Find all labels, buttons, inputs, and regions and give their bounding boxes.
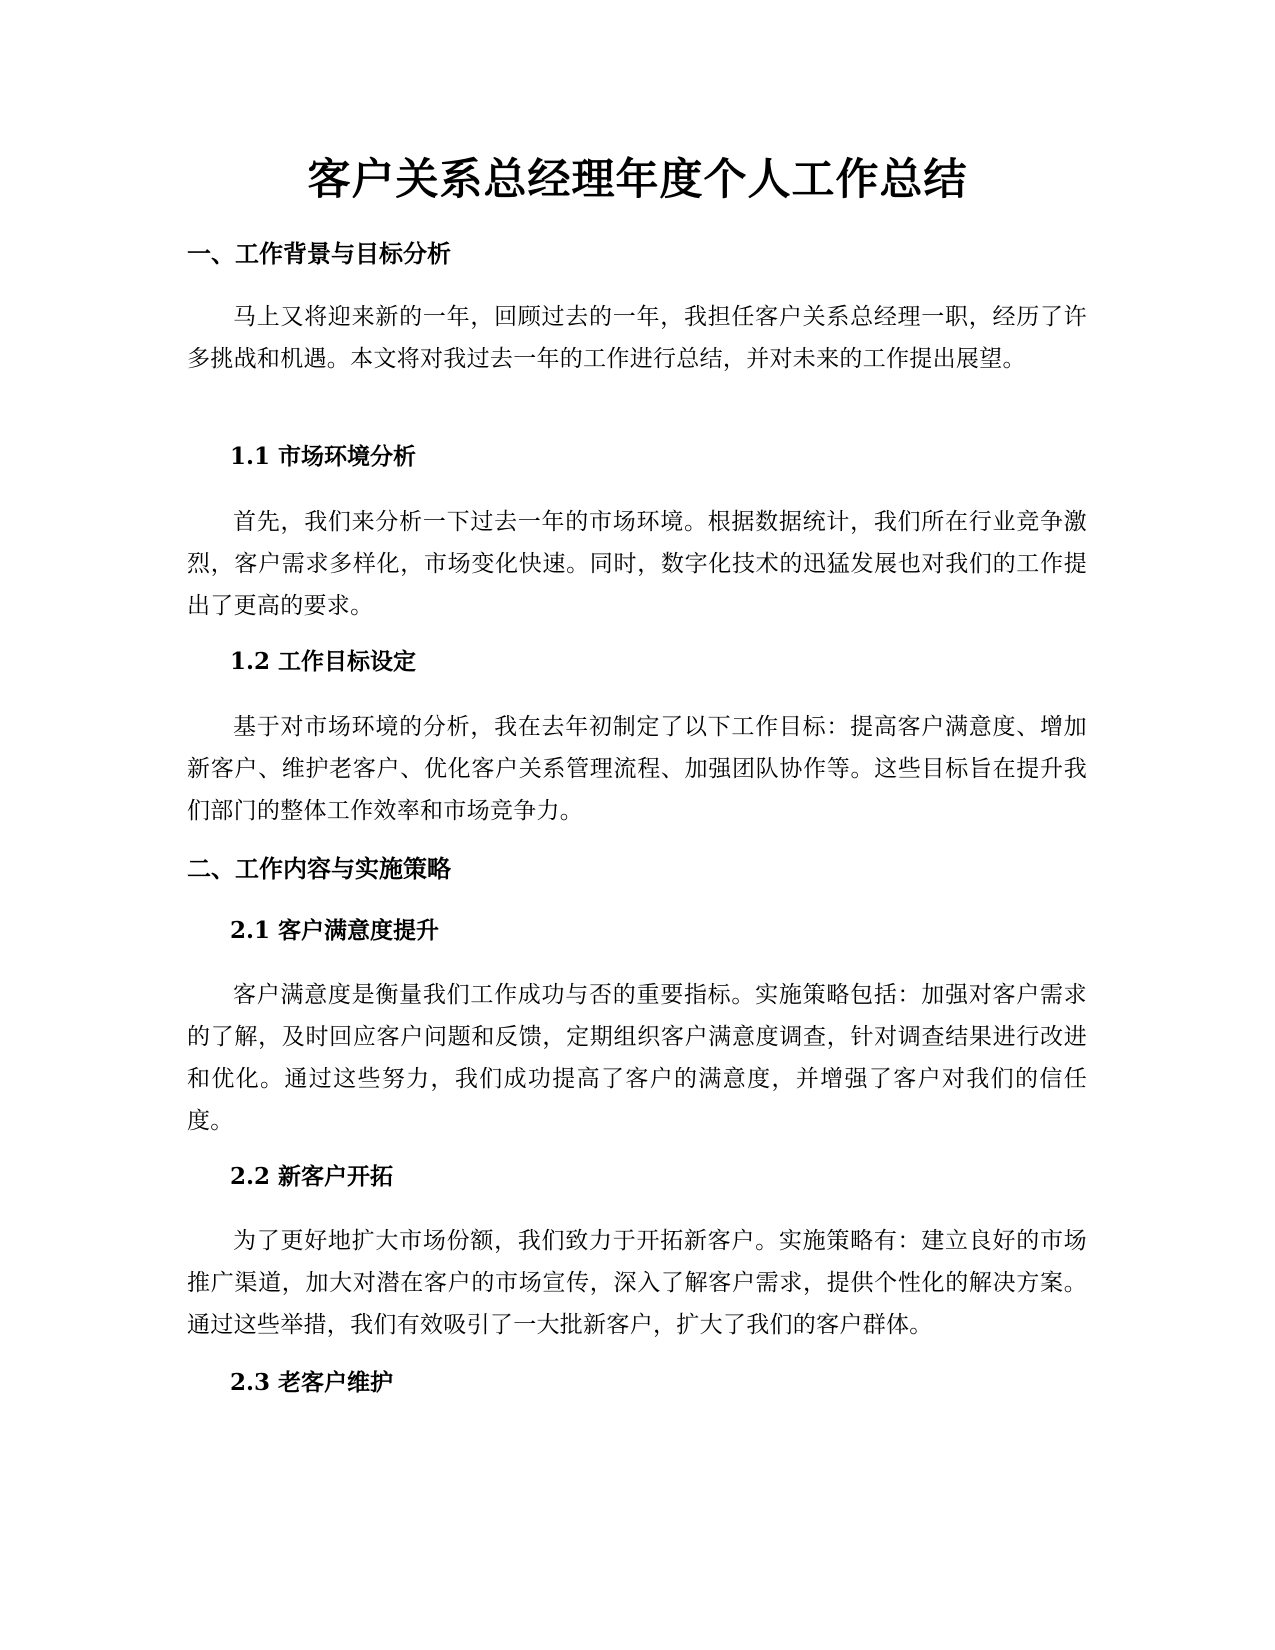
subsection-heading-1-1: 1.1 市场环境分析 <box>230 443 417 470</box>
subsection-1-2-paragraph: 基于对市场环境的分析，我在去年初制定了以下工作目标：提高客户满意度、增加新客户、维护老客户、优化客户关系管理流程、加强团队协作等。这些目标旨在提升我们部门的整体工作效率和市场竞争力。 <box>187 714 1087 824</box>
document-title: 客户关系总经理年度个人工作总结 <box>307 155 968 205</box>
subsection-2-1-paragraph: 客户满意度是衡量我们工作成功与否的重要指标。实施策略包括：加强对客户需求的了解，及时回应客户问题和反馈，定期组织客户满意度调查，针对调查结果进行改进和优化。通过这些努力，我们成功提高了客户的满意度，并增强了客户对我们的信任度。 <box>187 982 1087 1134</box>
subsection-1-1-paragraph: 首先，我们来分析一下过去一年的市场环境。根据数据统计，我们所在行业竞争激烈，客户需求多样化，市场变化快速。同时，数字化技术的迅猛发展也对我们的工作提出了更高的要求。 <box>187 509 1087 619</box>
section-heading-1: 一、工作背景与目标分析 <box>187 240 451 268</box>
subsection-2-2-paragraph: 为了更好地扩大市场份额，我们致力于开拓新客户。实施策略有：建立良好的市场推广渠道，加大对潜在客户的市场宣传，深入了解客户需求，提供个性化的解决方案。通过这些举措，我们有效吸引了一大批新客户，扩大了我们的客户群体。 <box>187 1228 1087 1338</box>
section-1-intro-paragraph: 马上又将迎来新的一年，回顾过去的一年，我担任客户关系总经理一职，经历了许多挑战和机遇。本文将对我过去一年的工作进行总结，并对未来的工作提出展望。 <box>187 304 1087 372</box>
section-heading-2: 二、工作内容与实施策略 <box>187 855 451 883</box>
subsection-heading-1-2: 1.2 工作目标设定 <box>230 648 417 675</box>
subsection-heading-2-2: 2.2 新客户开拓 <box>230 1163 394 1190</box>
subsection-heading-2-3: 2.3 老客户维护 <box>230 1369 394 1396</box>
subsection-heading-2-1: 2.1 客户满意度提升 <box>230 917 440 944</box>
